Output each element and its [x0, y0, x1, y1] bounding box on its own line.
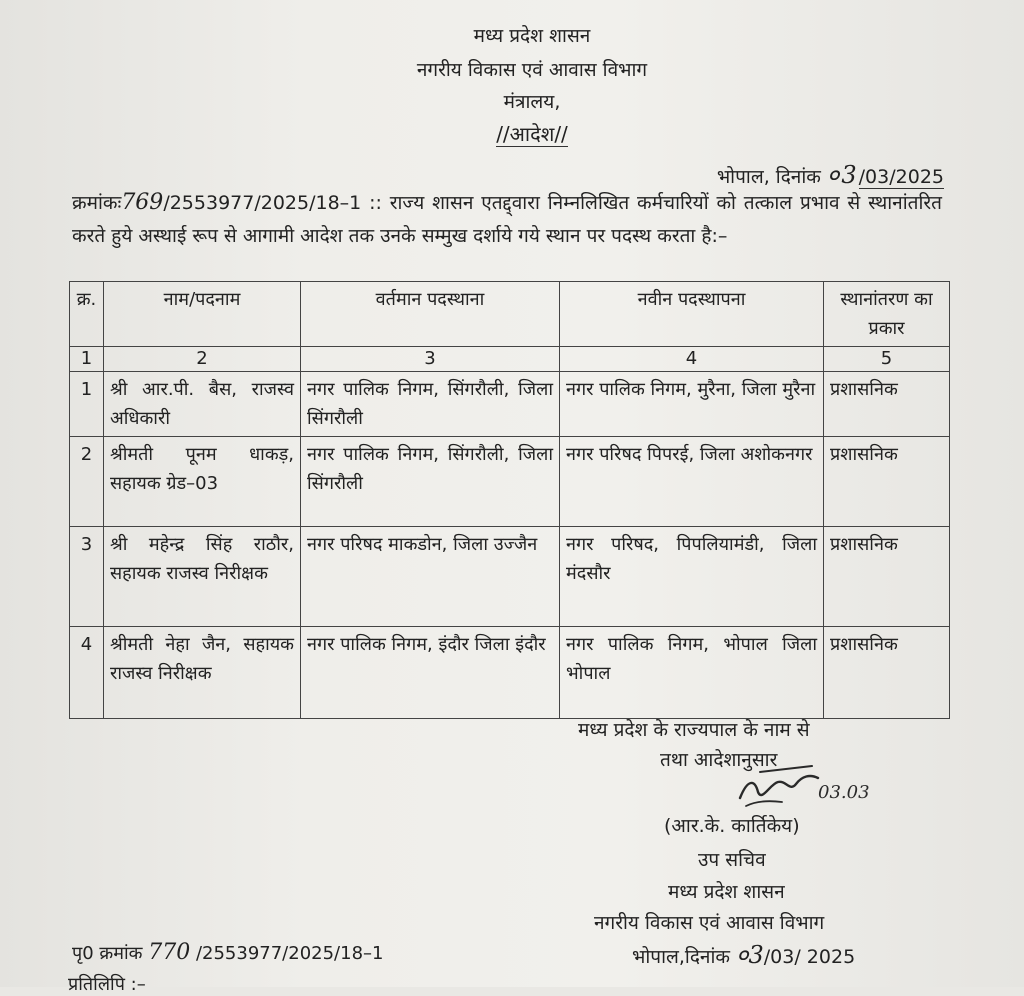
table-header: स्थानांतरण का प्रकार: [824, 282, 950, 347]
order-separator: ::: [369, 192, 382, 214]
row-transfer-type: प्रशासनिक: [824, 437, 950, 527]
endorsement-prefix: पृ0 क्रमांक: [72, 943, 143, 964]
signatory-org-line2: नगरीय विकास एवं आवास विभाग: [594, 912, 825, 934]
row-serial: 1: [70, 372, 104, 437]
order-number-prefix: क्रमांकः: [72, 192, 122, 214]
signatory-name: (आर.के. कार्तिकेय): [664, 815, 800, 837]
table-number-row: [70, 347, 950, 372]
endorsement-number: [72, 940, 383, 965]
column-number: 3: [301, 347, 560, 372]
copy-to-heading: प्रतिलिपि :–: [68, 974, 146, 995]
row-new-posting: नगर पालिक निगम, भोपाल जिला भोपाल: [560, 627, 824, 719]
table-header-row: [70, 282, 950, 347]
order-text: राज्य शासन एतद्द्वारा निम्नलिखित कर्मचारियों को तत्काल प्रभाव से स्थानांतरित करते हुये अस्थाई रूप से आगामी आदेश तक उनके सम्मुख दर्शाये गये स्थान पर पदस्थ करता है:–: [72, 192, 942, 247]
row-transfer-type: प्रशासनिक: [824, 527, 950, 627]
row-current-posting: नगर पालिक निगम, सिंगरौली, जिला सिंगरौली: [301, 372, 560, 437]
row-name: श्रीमती पूनम धाकड़, सहायक ग्रेड–03: [104, 437, 301, 527]
date-prefix: भोपाल, दिनांक: [716, 166, 821, 188]
row-transfer-type: प्रशासनिक: [824, 372, 950, 437]
row-transfer-type: प्रशासनिक: [824, 627, 950, 719]
row-serial: 3: [70, 527, 104, 627]
table-header: क्र.: [70, 282, 104, 347]
order-number-suffix: /2553977/2025/18–1: [163, 192, 362, 214]
signatory-org-line1: मध्य प्रदेश शासन: [668, 881, 785, 903]
table-row: [70, 527, 950, 627]
row-current-posting: नगर पालिक निगम, इंदौर जिला इंदौर: [301, 627, 560, 719]
table-row: [70, 627, 950, 719]
column-number: 5: [824, 347, 950, 372]
table-header: नाम/पदनाम: [104, 282, 301, 347]
row-new-posting: नगर पालिक निगम, मुरैना, जिला मुरैना: [560, 372, 824, 437]
endorsement-date-prefix: भोपाल,दिनांक: [632, 946, 730, 968]
handwritten-signature: [730, 758, 870, 818]
header-government: मध्य प्रदेश शासन: [473, 25, 591, 47]
column-number: 1: [70, 347, 104, 372]
header-ministry: मंत्रालय,: [503, 91, 561, 113]
endorsement-date-handwritten-day: ०3: [736, 941, 764, 969]
table-header: वर्तमान पदस्थाना: [301, 282, 560, 347]
row-name: श्री आर.पी. बैस, राजस्व अधिकारी: [104, 372, 301, 437]
row-current-posting: नगर पालिक निगम, सिंगरौली, जिला सिंगरौली: [301, 437, 560, 527]
order-handwritten-number: 769: [121, 190, 164, 215]
column-number: 4: [560, 347, 824, 372]
row-current-posting: नगर परिषद माकडोन, जिला उज्जैन: [301, 527, 560, 627]
endorsement-date-suffix: /03/ 2025: [763, 946, 856, 968]
endorsement-suffix: /2553977/2025/18–1: [195, 943, 384, 964]
endorsement-handwritten-number: 770: [148, 940, 191, 965]
table-header: नवीन पदस्थापना: [560, 282, 824, 347]
header-department: नगरीय विकास एवं आवास विभाग: [416, 59, 648, 81]
column-number: 2: [104, 347, 301, 372]
row-serial: 4: [70, 627, 104, 719]
row-new-posting: नगर परिषद पिपरई, जिला अशोकनगर: [560, 437, 824, 527]
endorsement-date: [632, 938, 855, 971]
order-title-text: //आदेश//: [496, 122, 568, 146]
signatory-designation: उप सचिव: [698, 849, 766, 871]
row-serial: 2: [70, 437, 104, 527]
row-new-posting: नगर परिषद, पिपलियामंडी, जिला मंदसौर: [560, 527, 824, 627]
signature-authority-line1: मध्य प्रदेश के राज्यपाल के नाम से: [578, 719, 810, 741]
order-paragraph: [72, 186, 942, 253]
date-handwritten-day: ०3: [826, 161, 859, 189]
transfer-table: [69, 281, 950, 719]
date-suffix: /03/2025: [858, 166, 944, 188]
header-order-title: [20, 120, 1024, 147]
table-row: [70, 437, 950, 527]
row-name: श्री महेन्द्र सिंह राठौर, सहायक राजस्व निरीक्षक: [104, 527, 301, 627]
table-row: [70, 372, 950, 437]
signature-date: 03.03: [818, 782, 870, 803]
signature-authority-line2: तथा आदेशानुसार: [660, 749, 778, 771]
row-name: श्रीमती नेहा जैन, सहायक राजस्व निरीक्षक: [104, 627, 301, 719]
